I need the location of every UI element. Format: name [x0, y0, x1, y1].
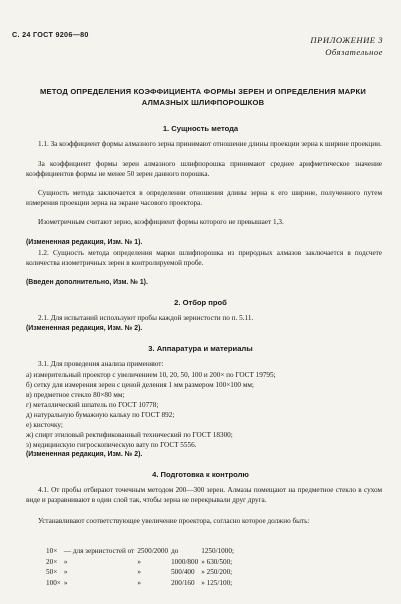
table-cell: » — [137, 578, 141, 587]
list-item: а) измерительный проектор с увеличением 10, 20, 50, 100 и 200× по ГОСТ 19795; — [26, 371, 276, 379]
paragraph-3-1: 3.1. Для проведения анализа применяют: — [38, 360, 164, 368]
table-cell: 1000/800 — [171, 557, 199, 566]
table-cell: » — [63, 557, 68, 566]
table-cell: 1250/1000; — [201, 547, 234, 555]
section-3-heading: 3. Аппаратура и материалы — [148, 344, 253, 353]
paragraph-4-1: 4.1. От пробы отбирают точечным методом 200—300 зерен. Алмазы помещают на предметное стекло в сухом виде и разравнивают в один слой так, чтобы зерна не перекрывали друг друга. — [26, 486, 382, 504]
table-row — [46, 578, 237, 589]
document-title: МЕТОД ОПРЕДЕЛЕНИЯ КОЭФФИЦИЕНТА ФОРМЫ ЗЕРЕН И ОПРЕДЕЛЕНИЯ МАРКИ АЛМАЗНЫХ ШЛИФПОРОШКОВ — [39, 87, 367, 107]
table-cell: » — [63, 568, 68, 576]
table-cell: 100× — [46, 578, 61, 587]
table-cell: 200/160 — [171, 578, 195, 587]
list-item: г) металлический шпатель по ГОСТ 10778; — [26, 401, 159, 409]
paragraph-1-1c: Сущность метода заключается в определении отношения длины зерна к его ширине, полученного путем измерения проекции зерна на экране часового проектора. — [26, 189, 382, 207]
section-1-heading: 1. Сущность метода — [162, 124, 239, 133]
table-cell: — для зернистостей от — [63, 547, 135, 555]
table-cell: » — [137, 568, 141, 576]
table-cell: 20× — [46, 557, 58, 566]
table-cell: 500/400 — [171, 568, 195, 576]
table-row — [46, 557, 237, 568]
section-4-heading: 4. Подготовка к контролю — [152, 470, 249, 479]
edit-note-2: (Введен дополнительно, Изм. № 1). — [26, 279, 148, 286]
paragraph-4-1b: Устанавливают соответствующее увеличение проектора, согласно которое должно быть: — [38, 517, 310, 525]
paragraph-1-1: 1.1. За коэффициент формы алмазного зерна принимают отношение длины проекции зерна к ширине проекции. — [38, 140, 382, 148]
list-item: д) натуральную бумажную кальку по ГОСТ 892; — [26, 411, 175, 419]
table-cell: » — [137, 557, 141, 566]
paragraph-2-1: 2.1. Для испытаний используют пробы каждой зернистости по п. 5.11. — [38, 314, 254, 322]
section-2-heading: 2. Отбор проб — [174, 298, 227, 307]
paragraph-1-1b: За коэффициент формы зерен алмазного шлифпорошка принимают среднее арифметическое значение коэффициентов формы не менее 50 зерен данного порошка. — [26, 160, 382, 178]
table-cell: 10× — [46, 547, 58, 555]
list-item: в) предметное стекло 80×80 мм; — [26, 391, 125, 399]
table-cell: » 250/200; — [201, 568, 233, 576]
paragraph-1-2: 1.2. Сущность метода определения марки шлифпорошка из природных алмазов заключается в подсчете количества изометричных зерен в контролируемой пробе. — [26, 249, 382, 267]
appendix-status: Обязательное — [325, 47, 383, 57]
list-item: б) сетку для измерения зерен с ценой деления 1 мм размером 100×100 мм; — [26, 381, 254, 389]
table-row — [46, 546, 237, 557]
page-header: С. 24 ГОСТ 9206—80 — [12, 30, 89, 39]
table-cell: 2500/2000 — [137, 547, 169, 555]
paragraph-1-1d: Изометричным считают зерно, коэффициент формы которого не превышает 1,3. — [38, 218, 284, 226]
list-item: е) кисточку; — [26, 421, 63, 429]
list-item: ж) спирт этиловый ректификованный технический по ГОСТ 18300; — [26, 431, 233, 439]
magnification-table — [46, 546, 237, 588]
table-cell: » — [63, 578, 68, 587]
appendix-block — [310, 34, 383, 58]
edit-note-4: (Измененная редакция, Изм. № 2). — [26, 451, 143, 458]
edit-note-1: (Измененная редакция, Изм. № 1). — [26, 239, 143, 246]
table-cell: до — [171, 547, 179, 555]
appendix-label: ПРИЛОЖЕНИЕ 3 — [310, 35, 383, 45]
table-cell: » 630/500; — [201, 557, 233, 566]
table-cell: » 125/100; — [201, 578, 233, 587]
list-item: з) медицинскую гигроскопическую вату по ГОСТ 5556. — [26, 441, 197, 449]
table-cell: 50× — [46, 568, 58, 576]
edit-note-3: (Измененная редакция, Изм. № 2). — [26, 325, 143, 332]
table-row — [46, 567, 237, 578]
